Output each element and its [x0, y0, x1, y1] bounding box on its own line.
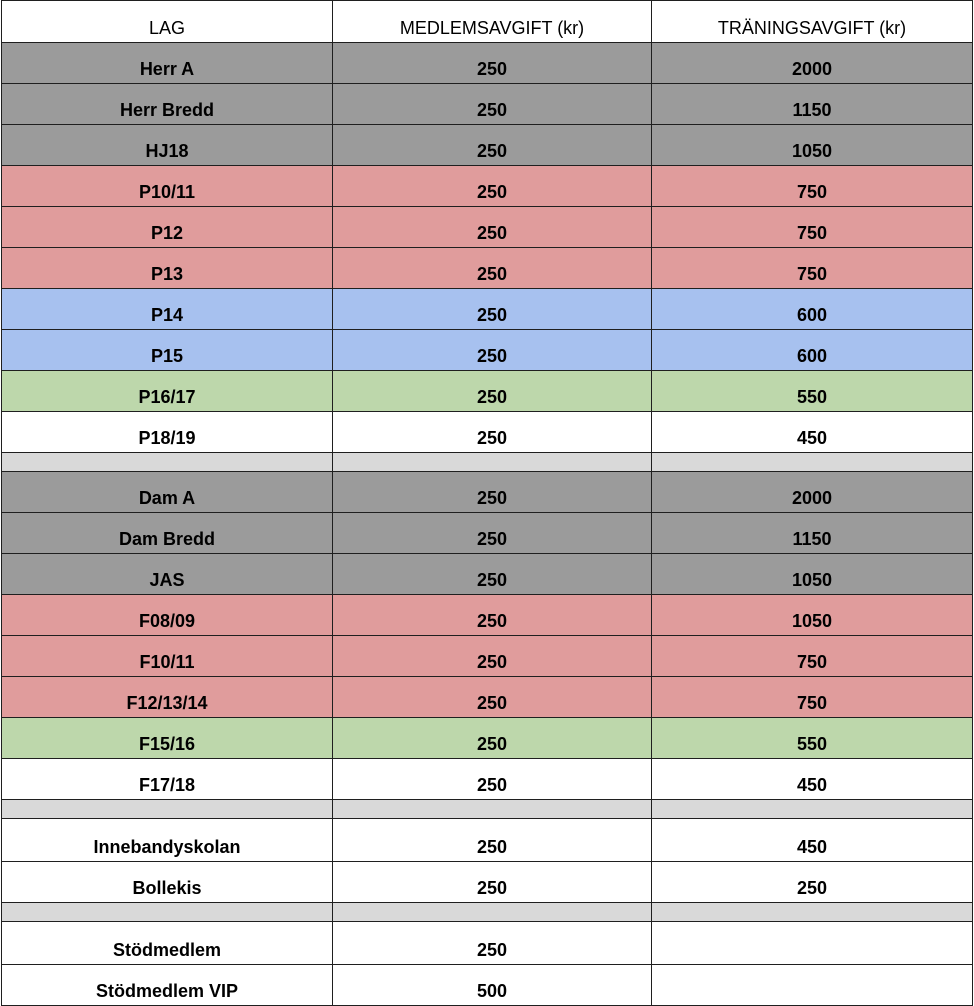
table-row [2, 819, 973, 862]
team-cell: P12 [2, 207, 333, 248]
training-fee-column-header: TRÄNINGSAVGIFT (kr) [652, 1, 973, 43]
separator-cell [2, 453, 333, 472]
table-row [2, 554, 973, 595]
membership-fee-cell: 250 [333, 289, 652, 330]
table-row [2, 595, 973, 636]
training-fee-cell: 2000 [652, 472, 973, 513]
team-column-header: LAG [2, 1, 333, 43]
team-cell: P15 [2, 330, 333, 371]
table-row [2, 289, 973, 330]
membership-fee-cell: 250 [333, 922, 652, 965]
team-cell: F08/09 [2, 595, 333, 636]
training-fee-cell: 550 [652, 718, 973, 759]
table-row [2, 677, 973, 718]
separator-cell [652, 800, 973, 819]
membership-fee-cell: 250 [333, 43, 652, 84]
membership-fee-cell: 250 [333, 472, 652, 513]
table-row [2, 513, 973, 554]
training-fee-cell: 1050 [652, 125, 973, 166]
team-cell: F10/11 [2, 636, 333, 677]
team-cell: F12/13/14 [2, 677, 333, 718]
membership-fee-cell: 250 [333, 84, 652, 125]
membership-fee-cell: 250 [333, 636, 652, 677]
separator-cell [333, 903, 652, 922]
separator-cell [652, 903, 973, 922]
team-cell: JAS [2, 554, 333, 595]
membership-fee-cell: 250 [333, 862, 652, 903]
training-fee-cell: 1050 [652, 554, 973, 595]
team-cell: P18/19 [2, 412, 333, 453]
table-row [2, 125, 973, 166]
table-row [2, 166, 973, 207]
team-cell: Dam A [2, 472, 333, 513]
training-fee-cell: 750 [652, 248, 973, 289]
training-fee-cell: 1050 [652, 595, 973, 636]
team-cell: Herr A [2, 43, 333, 84]
table-row [2, 636, 973, 677]
training-fee-cell: 750 [652, 207, 973, 248]
table-row [2, 248, 973, 289]
training-fee-cell: 750 [652, 677, 973, 718]
table-row [2, 371, 973, 412]
training-fee-cell: 1150 [652, 84, 973, 125]
membership-fee-cell: 250 [333, 554, 652, 595]
training-fee-cell [652, 965, 973, 1006]
table-row [2, 965, 973, 1006]
team-cell: F17/18 [2, 759, 333, 800]
team-cell: Stödmedlem VIP [2, 965, 333, 1006]
membership-fee-cell: 250 [333, 371, 652, 412]
training-fee-cell: 550 [652, 371, 973, 412]
table-row [2, 43, 973, 84]
team-cell: Innebandyskolan [2, 819, 333, 862]
training-fee-cell: 250 [652, 862, 973, 903]
separator-row [2, 903, 973, 922]
membership-fee-cell: 250 [333, 248, 652, 289]
membership-fee-column-header: MEDLEMSAVGIFT (kr) [333, 1, 652, 43]
table-row [2, 330, 973, 371]
separator-row [2, 453, 973, 472]
training-fee-cell [652, 922, 973, 965]
training-fee-cell: 450 [652, 819, 973, 862]
separator-cell [2, 800, 333, 819]
membership-fee-cell: 250 [333, 412, 652, 453]
separator-row [2, 800, 973, 819]
team-cell: Bollekis [2, 862, 333, 903]
membership-fee-cell: 250 [333, 166, 652, 207]
team-cell: Dam Bredd [2, 513, 333, 554]
fee-table [1, 0, 973, 1006]
table-row [2, 207, 973, 248]
table-row [2, 862, 973, 903]
fee-table-body [2, 43, 973, 1006]
training-fee-cell: 750 [652, 636, 973, 677]
team-cell: P10/11 [2, 166, 333, 207]
header-row [2, 1, 973, 43]
table-row [2, 472, 973, 513]
team-cell: HJ18 [2, 125, 333, 166]
separator-cell [333, 453, 652, 472]
table-row [2, 84, 973, 125]
team-cell: Stödmedlem [2, 922, 333, 965]
table-row [2, 759, 973, 800]
team-cell: Herr Bredd [2, 84, 333, 125]
table-row [2, 922, 973, 965]
training-fee-cell: 600 [652, 330, 973, 371]
training-fee-cell: 600 [652, 289, 973, 330]
team-cell: P16/17 [2, 371, 333, 412]
membership-fee-cell: 250 [333, 819, 652, 862]
table-row [2, 412, 973, 453]
training-fee-cell: 1150 [652, 513, 973, 554]
training-fee-cell: 450 [652, 759, 973, 800]
membership-fee-cell: 250 [333, 677, 652, 718]
membership-fee-cell: 500 [333, 965, 652, 1006]
membership-fee-cell: 250 [333, 595, 652, 636]
membership-fee-cell: 250 [333, 513, 652, 554]
team-cell: F15/16 [2, 718, 333, 759]
membership-fee-cell: 250 [333, 330, 652, 371]
team-cell: P14 [2, 289, 333, 330]
separator-cell [333, 800, 652, 819]
membership-fee-cell: 250 [333, 207, 652, 248]
training-fee-cell: 450 [652, 412, 973, 453]
training-fee-cell: 750 [652, 166, 973, 207]
membership-fee-cell: 250 [333, 759, 652, 800]
team-cell: P13 [2, 248, 333, 289]
table-row [2, 718, 973, 759]
separator-cell [652, 453, 973, 472]
membership-fee-cell: 250 [333, 718, 652, 759]
separator-cell [2, 903, 333, 922]
membership-fee-cell: 250 [333, 125, 652, 166]
training-fee-cell: 2000 [652, 43, 973, 84]
